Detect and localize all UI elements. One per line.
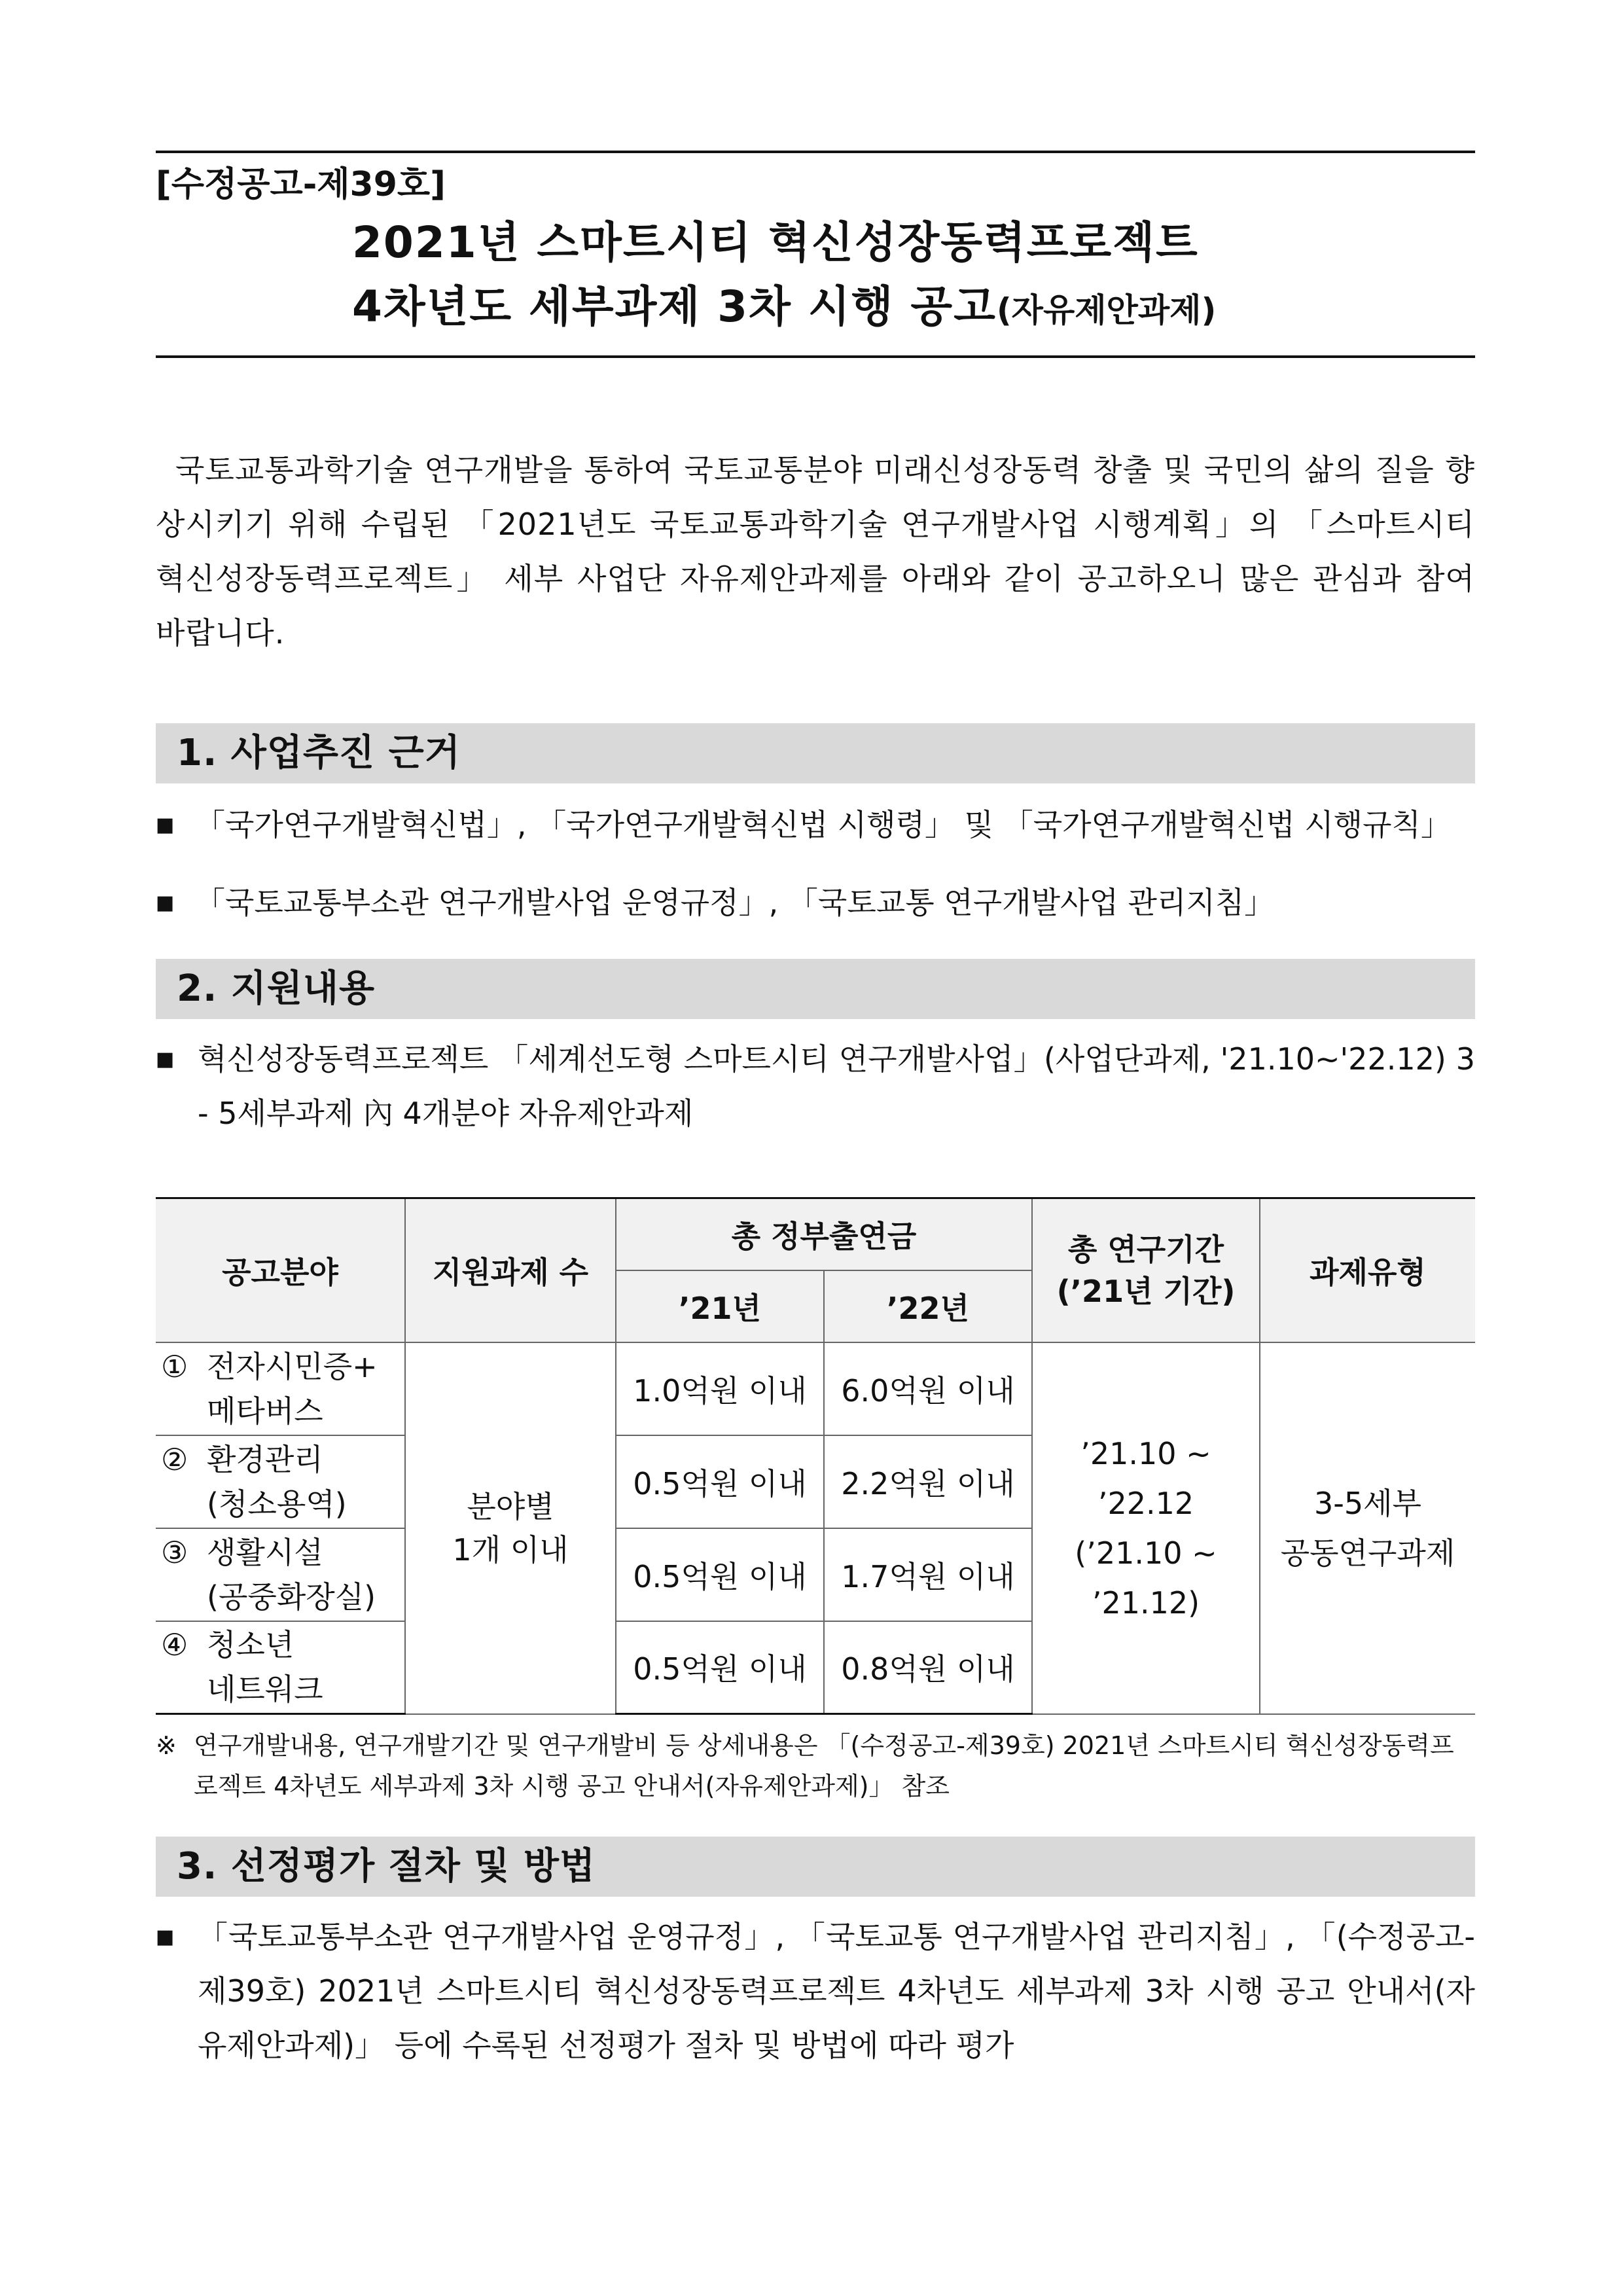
section-2-heading: 2. 지원내용 <box>156 959 1475 1019</box>
section-3-heading: 3. 선정평가 절차 및 방법 <box>156 1837 1475 1897</box>
header-funding: 총 정부출연금 <box>616 1198 1032 1270</box>
square-bullet-icon: ■ <box>156 891 175 914</box>
circled-number: ① <box>161 1348 188 1384</box>
intro-paragraph: 국토교통과학기술 연구개발을 통하여 국토교통분야 미래신성장동력 창출 및 국민의 삶의 질을 향상시키기 위해 수립된 「2021년도 국토교통과학기술 연구개발사업 시행계획」의 「스마트시티 혁신성장동력프로젝트」 세부 사업단 자유제안과제를 아래와 같이 공고하오니 많은 관심과 참여 바랍니다. <box>156 452 1475 651</box>
type-line-2: 공동연구과제 <box>1280 1535 1455 1571</box>
header-count: 지원과제 수 <box>405 1198 616 1342</box>
field-cell <box>156 1435 405 1528</box>
support-table <box>156 1197 1475 1715</box>
square-bullet-icon: ■ <box>156 1048 175 1071</box>
header-type: 과제유형 <box>1260 1198 1475 1342</box>
square-bullet-icon: ■ <box>156 1926 175 1948</box>
field-name-sub: (청소용역) <box>207 1486 347 1522</box>
period-line-2: (’21.10 ~ ’21.12) <box>1075 1535 1217 1621</box>
type-line-1: 3-5세부 <box>1313 1485 1421 1521</box>
amount-21-cell: 1.0억원 이내 <box>616 1342 824 1435</box>
section-1-heading: 1. 사업추진 근거 <box>156 723 1475 783</box>
section-2-bullet <box>156 1032 1475 1141</box>
reference-note <box>156 1725 1475 1806</box>
field-cell <box>156 1342 405 1435</box>
bullet-text: 「국가연구개발혁신법」, 「국가연구개발혁신법 시행령」 및 「국가연구개발혁신법 시행규칙」 <box>195 807 1451 842</box>
reference-mark-icon: ※ <box>156 1731 177 1760</box>
title-line-1: 2021년 스마트시티 혁신성장동력프로젝트 <box>352 217 1199 268</box>
period-cell <box>1032 1342 1260 1714</box>
amount-21-cell: 0.5억원 이내 <box>616 1435 824 1528</box>
field-name-sub: 네트워크 <box>207 1672 323 1708</box>
document-page <box>156 151 1475 2073</box>
header-period-label: 총 연구기간 <box>1067 1231 1224 1267</box>
table-row <box>156 1342 1475 1435</box>
note-text: 연구개발내용, 연구개발기간 및 연구개발비 등 상세내용은 「(수정공고-제39호) 2021년 스마트시티 혁신성장동력프로젝트 4차년도 세부과제 3차 시행 공고 안내서(자유제안과제)」 참조 <box>194 1731 1454 1801</box>
title-line-2-suffix: (자유제안과제) <box>996 291 1217 329</box>
header-period-sub: (’21년 기간) <box>1056 1273 1236 1309</box>
bullet-text: 혁신성장동력프로젝트 「세계선도형 스마트시티 연구개발사업」(사업단과제, '21.10~'22.12) 3 - 5세부과제 內 4개분야 자유제안과제 <box>198 1041 1475 1131</box>
section-1-bullet-1 <box>156 798 1475 852</box>
section-3-bullet <box>156 1910 1475 2073</box>
field-name-sub: (공중화장실) <box>207 1579 376 1615</box>
amount-21-cell: 0.5억원 이내 <box>616 1528 824 1621</box>
type-cell <box>1260 1342 1475 1714</box>
bullet-text: 「국토교통부소관 연구개발사업 운영규정」, 「국토교통 연구개발사업 관리지침」 <box>195 885 1275 920</box>
section-1-bullet-2 <box>156 876 1475 930</box>
amount-22-cell: 1.7억원 이내 <box>824 1528 1032 1621</box>
count-line-2: 1개 이내 <box>452 1532 569 1568</box>
bullet-text: 「국토교통부소관 연구개발사업 운영규정」, 「국토교통 연구개발사업 관리지침」, 「(수정공고-제39호) 2021년 스마트시티 혁신성장동력프로젝트 4차년도 세부과제 3차 시행 공고 안내서(자유제안과제)」 등에 수록된 선정평가 절차 및 방법에 따라 평가 <box>198 1919 1475 2063</box>
circled-number: ④ <box>161 1627 188 1663</box>
title-line-2-main: 4차년도 세부과제 3차 시행 공고 <box>352 281 997 332</box>
header-period <box>1032 1198 1260 1342</box>
field-name: 청소년 <box>207 1627 294 1663</box>
amount-22-cell: 0.8억원 이내 <box>824 1621 1032 1714</box>
amount-21-cell: 0.5억원 이내 <box>616 1621 824 1714</box>
amount-22-cell: 2.2억원 이내 <box>824 1435 1032 1528</box>
header-year-22: ’22년 <box>824 1270 1032 1342</box>
field-name: 환경관리 <box>207 1441 323 1477</box>
square-bullet-icon: ■ <box>156 814 175 836</box>
field-name: 생활시설 <box>207 1534 323 1570</box>
count-line-1: 분야별 <box>467 1488 554 1524</box>
header-field: 공고분야 <box>156 1198 405 1342</box>
circled-number: ③ <box>161 1534 188 1570</box>
header-year-21: ’21년 <box>616 1270 824 1342</box>
field-cell <box>156 1528 405 1621</box>
field-name: 전자시민증+ <box>207 1348 378 1384</box>
amount-22-cell: 6.0억원 이내 <box>824 1342 1032 1435</box>
count-cell <box>405 1342 616 1714</box>
table-header-row <box>156 1198 1475 1270</box>
title-block <box>156 151 1475 358</box>
field-name-sub: 메타버스 <box>207 1393 323 1429</box>
period-line-1: ’21.10 ~ ’22.12 <box>1080 1435 1211 1521</box>
circled-number: ② <box>161 1441 188 1477</box>
notice-number: [수정공고-제39호] <box>156 165 446 204</box>
title-line-2 <box>156 275 1475 342</box>
field-cell <box>156 1621 405 1714</box>
